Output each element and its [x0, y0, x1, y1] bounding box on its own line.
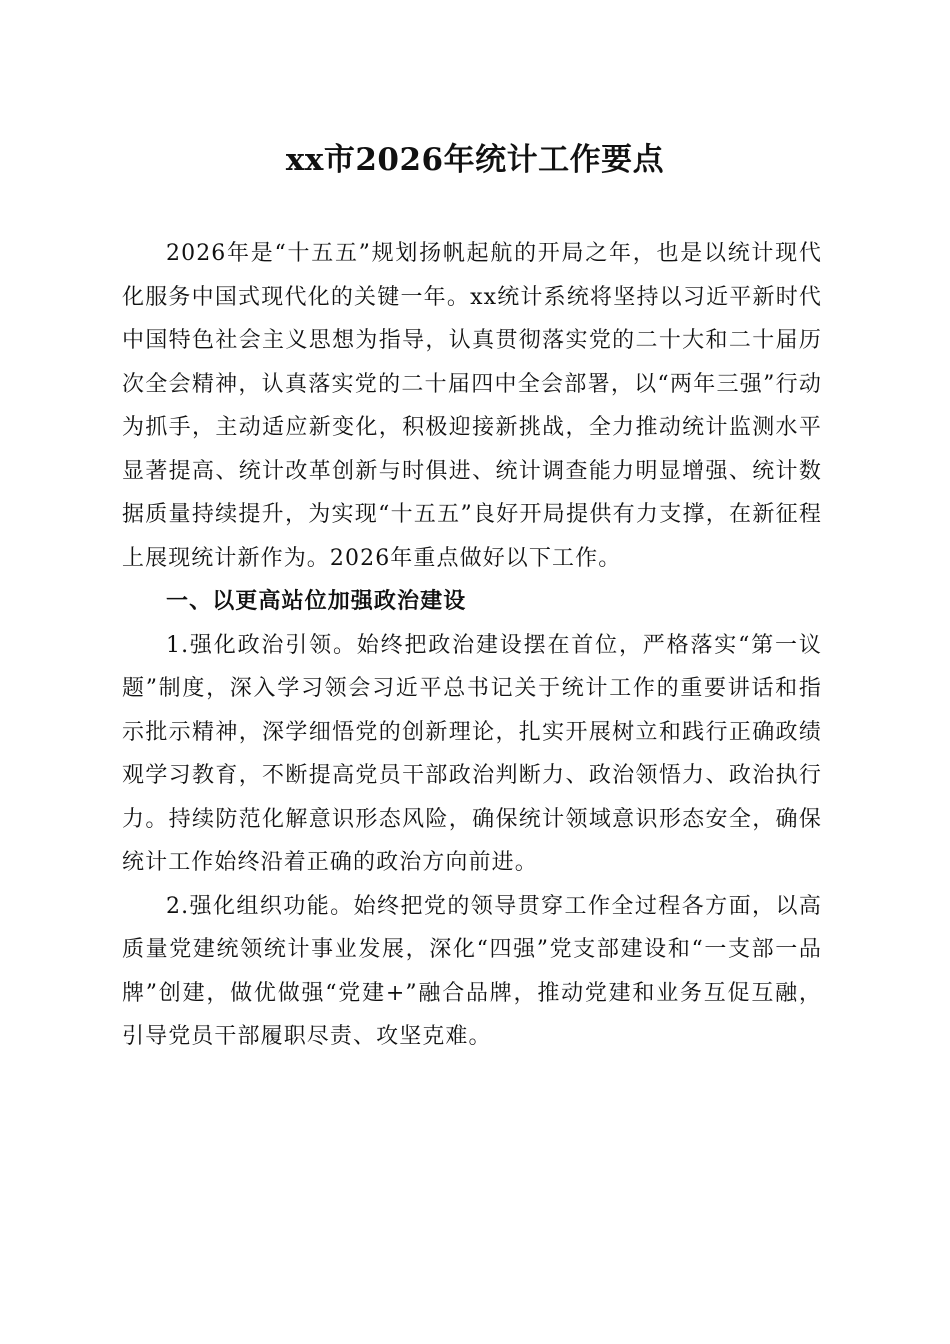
- intro-paragraph: 2026年是“十五五”规划扬帆起航的开局之年，也是以统计现代化服务中国式现代化的关键一年。xx统计系统将坚持以习近平新时代中国特色社会主义思想为指导，认真贯彻落实党的二十大和二十届历次全会精神，认真落实党的二十届四中全会部署，以“两年三强”行动为抓手，主动适应新变化，积极迎接新挑战，全力推动统计监测水平显著提高、统计改革创新与时俱进、统计调查能力明显增强、统计数据质量持续提升，为实现“十五五”良好开局提供有力支撑，在新征程上展现统计新作为。2026年重点做好以下工作。: [122, 241, 822, 571]
- section-heading: 一、以更高站位加强政治建设: [166, 589, 467, 614]
- item-paragraph-2: 2.强化组织功能。始终把党的领导贯穿工作全过程各方面，以高质量党建统领统计事业发展，深化“四强”党支部建设和“一支部一品牌”创建，做优做强“党建+”融合品牌，推动党建和业务互促互融，引导党员干部履职尽责、攻坚克难。: [122, 893, 822, 1049]
- document-title: xx市2026年统计工作要点: [285, 142, 665, 178]
- document-body: [122, 232, 822, 1059]
- item-paragraph-1: 1.强化政治引领。始终把政治建设摆在首位，严格落实“第一议题”制度，深入学习领会习近平总书记关于统计工作的重要讲话和指示批示精神，深学细悟党的创新理论，扎实开展树立和践行正确政绩观学习教育，不断提高党员干部政治判断力、政治领悟力、政治执行力。持续防范化解意识形态风险，确保统计领域意识形态安全，确保统计工作始终沿着正确的政治方向前进。: [122, 632, 822, 875]
